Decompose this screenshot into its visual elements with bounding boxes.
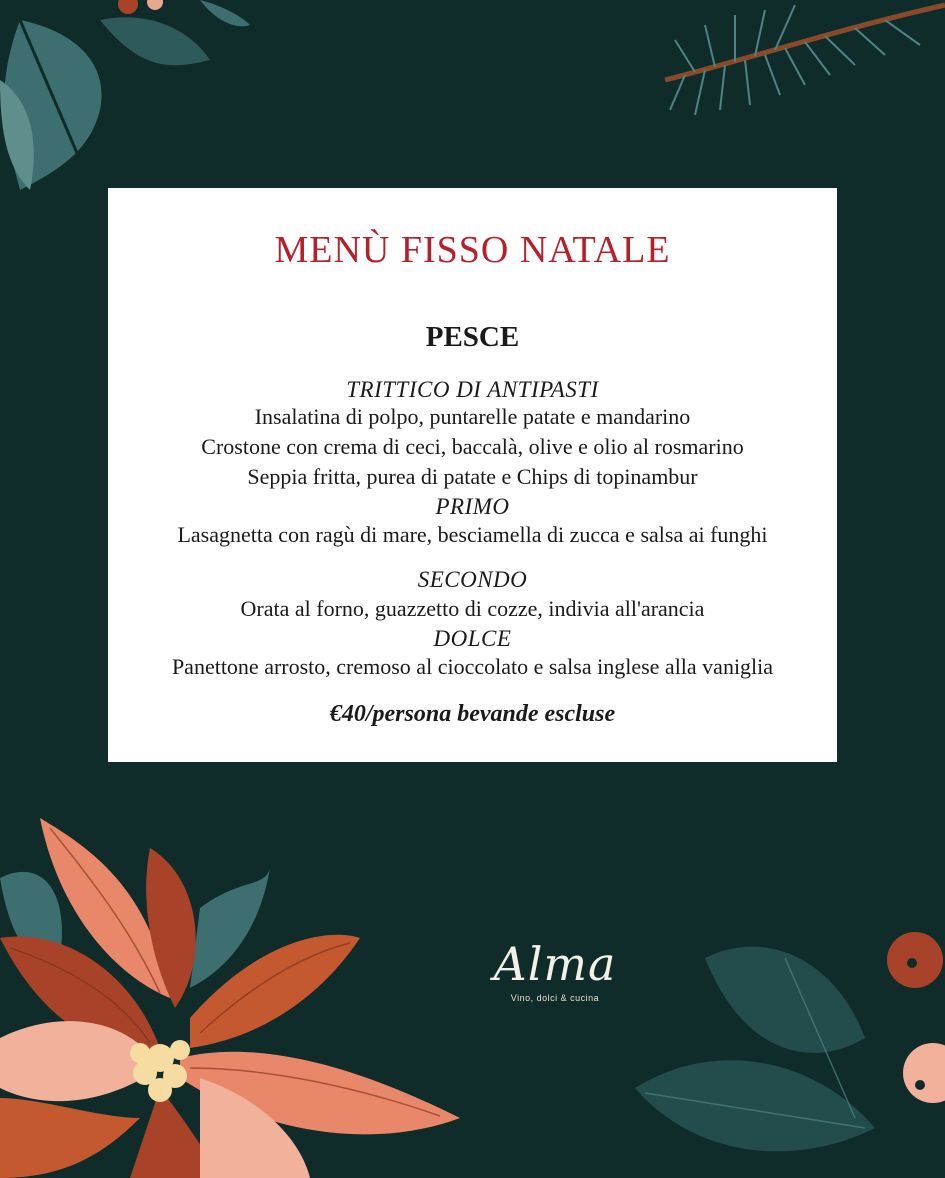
dish-item: Seppia fritta, purea di patate e Chips di topinambur [247, 464, 698, 489]
course-heading: DOLCE [433, 626, 512, 651]
holly-leaf-icon [100, 17, 210, 65]
holly-leaves-top-left [0, 0, 260, 210]
menu-price: €40/persona bevande escluse [329, 701, 616, 727]
berry-icon [147, 0, 163, 10]
logo-name: Alma [493, 937, 617, 991]
pine-branch-top-right [655, 0, 945, 130]
menu-section-heading: PESCE [425, 321, 520, 353]
menu-title: MENÙ FISSO NATALE [274, 229, 671, 271]
logo-tagline: Vino, dolci & cucina [510, 993, 600, 1003]
dish-item: Insalatina di polpo, puntarelle patate e mandarino [254, 404, 691, 429]
holly-leaves-bottom-right [615, 918, 945, 1178]
berry-icon [903, 1043, 945, 1103]
menu-card [108, 188, 837, 762]
alma-logo [470, 935, 640, 1025]
dish-item: Crostone con crema di ceci, baccalà, olive e olio al rosmarino [201, 434, 744, 459]
poinsettia-flower [0, 818, 470, 1178]
dish-item: Lasagnetta con ragù di mare, besciamella di zucca e salsa ai funghi [177, 522, 768, 547]
course-heading: SECONDO [417, 567, 528, 592]
course-heading: PRIMO [435, 494, 510, 519]
dish-item: Orata al forno, guazzetto di cozze, indivia all'arancia [240, 596, 705, 621]
dish-item: Panettone arrosto, cremoso al cioccolato e salsa inglese alla vaniglia [171, 654, 774, 679]
course-heading: TRITTICO DI ANTIPASTI [346, 377, 599, 402]
berry-icon [118, 0, 138, 14]
